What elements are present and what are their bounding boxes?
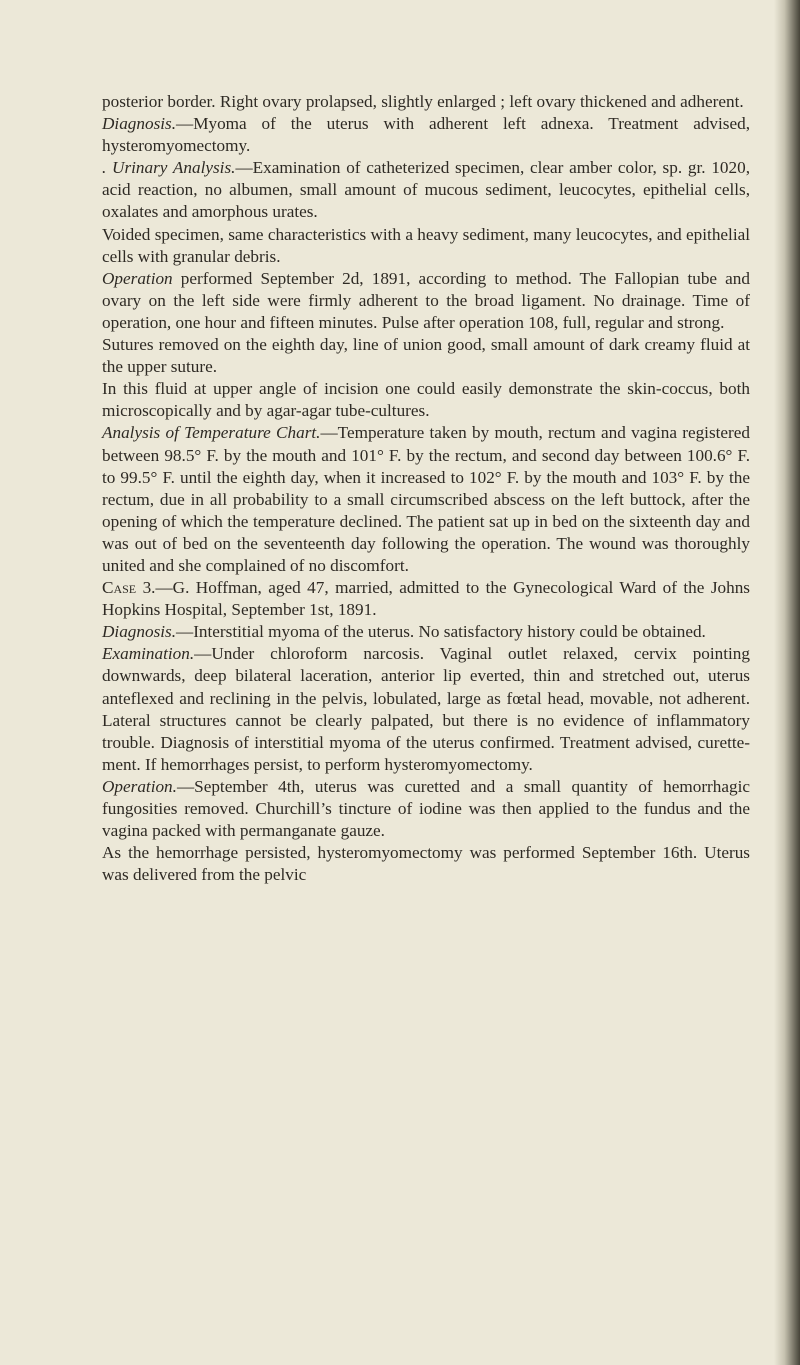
paragraph: [102, 334, 750, 378]
paragraph: [102, 91, 750, 113]
paragraph-text: —Under chloroform narcosis. Vaginal outlet relaxed, cervix pointing downwards, deep bilateral laceration, anterior lip everted, thin and stretched out, uterus anteflexed and reclining in the pelvis, lobulated, large as fœtal head, movable, not adherent. Lateral structures cannot be clearly palpated, but there is no evidence of inflammatory trouble. Diagnosis of interstitial myoma of the uterus confirmed. Treatment advised, curettement. If hemorrhages persist, to perform hysteromyomectomy.: [102, 644, 750, 774]
paragraph-text: performed September 2d, 1891, according to method. The Fallopian tube and ovary on the left side were firmly adherent to the broad ligament. No drainage. Time of operation, one hour and fifteen minutes. Pulse after operation 108, full, regular and strong.: [102, 268, 750, 332]
paragraph: [102, 577, 750, 621]
paragraph-text: In this fluid at upper angle of incision one could easily demonstrate the skin-coccus, both microscopically and by agar-agar tube-cultures.: [102, 379, 750, 421]
paragraph: [102, 842, 750, 886]
paragraph-label: Operation: [102, 268, 173, 288]
paragraph-text: posterior border. Right ovary prolapsed, slightly enlarged ; left ovary thickened and adherent.: [102, 92, 744, 111]
paragraph: [102, 113, 750, 157]
paragraph-text: As the hemorrhage persisted, hysteromyomectomy was performed September 16th. Uterus was delivered from the pelvic: [102, 843, 750, 885]
paragraph-text: —G. Hoffman, aged 47, married, admitted to the Gynecological Ward of the Johns Hopkins Hospital, September 1st, 1891.: [102, 578, 750, 620]
paragraph-text: —Temperature taken by mouth, rectum and vagina registered between 98.5° F. by the mouth and 101° F. by the rectum, and second day between 100.6° F. to 99.5° F. until the eighth day, when it increased to 102° F. by the mouth and 103° F. by the rectum, due in all probability to a small circumscribed abscess on the left buttock, after the opening of which the temperature declined. The patient sat up in bed on the sixteenth day and was out of bed on the seventeenth day following the operation. The wound was thoroughly united and she complained of no discomfort.: [102, 423, 750, 575]
paragraph-label: Analysis of Temperature Chart.: [102, 423, 321, 443]
paragraph: [102, 378, 750, 422]
paragraph: [102, 776, 750, 842]
paragraph-text: —Myoma of the uterus with adherent left adnexa. Treatment advised, hysteromyomectomy.: [102, 114, 750, 156]
paragraph-text: —Examination of catheterized specimen, clear amber color, sp. gr. 1020, acid reaction, no albumen, small amount of mucous sediment, leucocytes, epithelial cells, oxalates and amorphous urates.: [102, 158, 750, 222]
paragraph-label: Diagnosis.: [102, 114, 177, 134]
paragraph: [102, 224, 750, 268]
paragraph-text: Voided specimen, same characteristics with a heavy sediment, many leucocytes, and epithelial cells with granular debris.: [102, 224, 750, 266]
paragraph-text: —Interstitial myoma of the uterus. No satisfactory history could be obtained.: [176, 622, 706, 642]
paragraph-text: —September 4th, uterus was curetted and a small quantity of hemorrhagic fungosities removed. Churchill’s tincture of iodine was then applied to the fundus and the vagina packed with permanganate gauze.: [102, 776, 750, 841]
paragraph: [102, 268, 750, 334]
paragraph-label: . Urinary Analysis.: [102, 158, 236, 178]
paragraph-label: Case 3.: [102, 578, 156, 598]
page-edge-shadow: [774, 0, 800, 1365]
paragraph: [102, 422, 750, 577]
paragraph-label: Examination.: [102, 644, 195, 664]
paragraph: [102, 643, 750, 776]
paragraph: [102, 621, 750, 643]
paragraph: [102, 157, 750, 223]
body-text: [102, 91, 750, 886]
paragraph-label: Diagnosis.: [102, 622, 177, 642]
paragraph-text: Sutures removed on the eighth day, line of union good, small amount of dark creamy fluid at the upper suture.: [102, 335, 750, 377]
paragraph-label: Operation.: [102, 776, 177, 796]
